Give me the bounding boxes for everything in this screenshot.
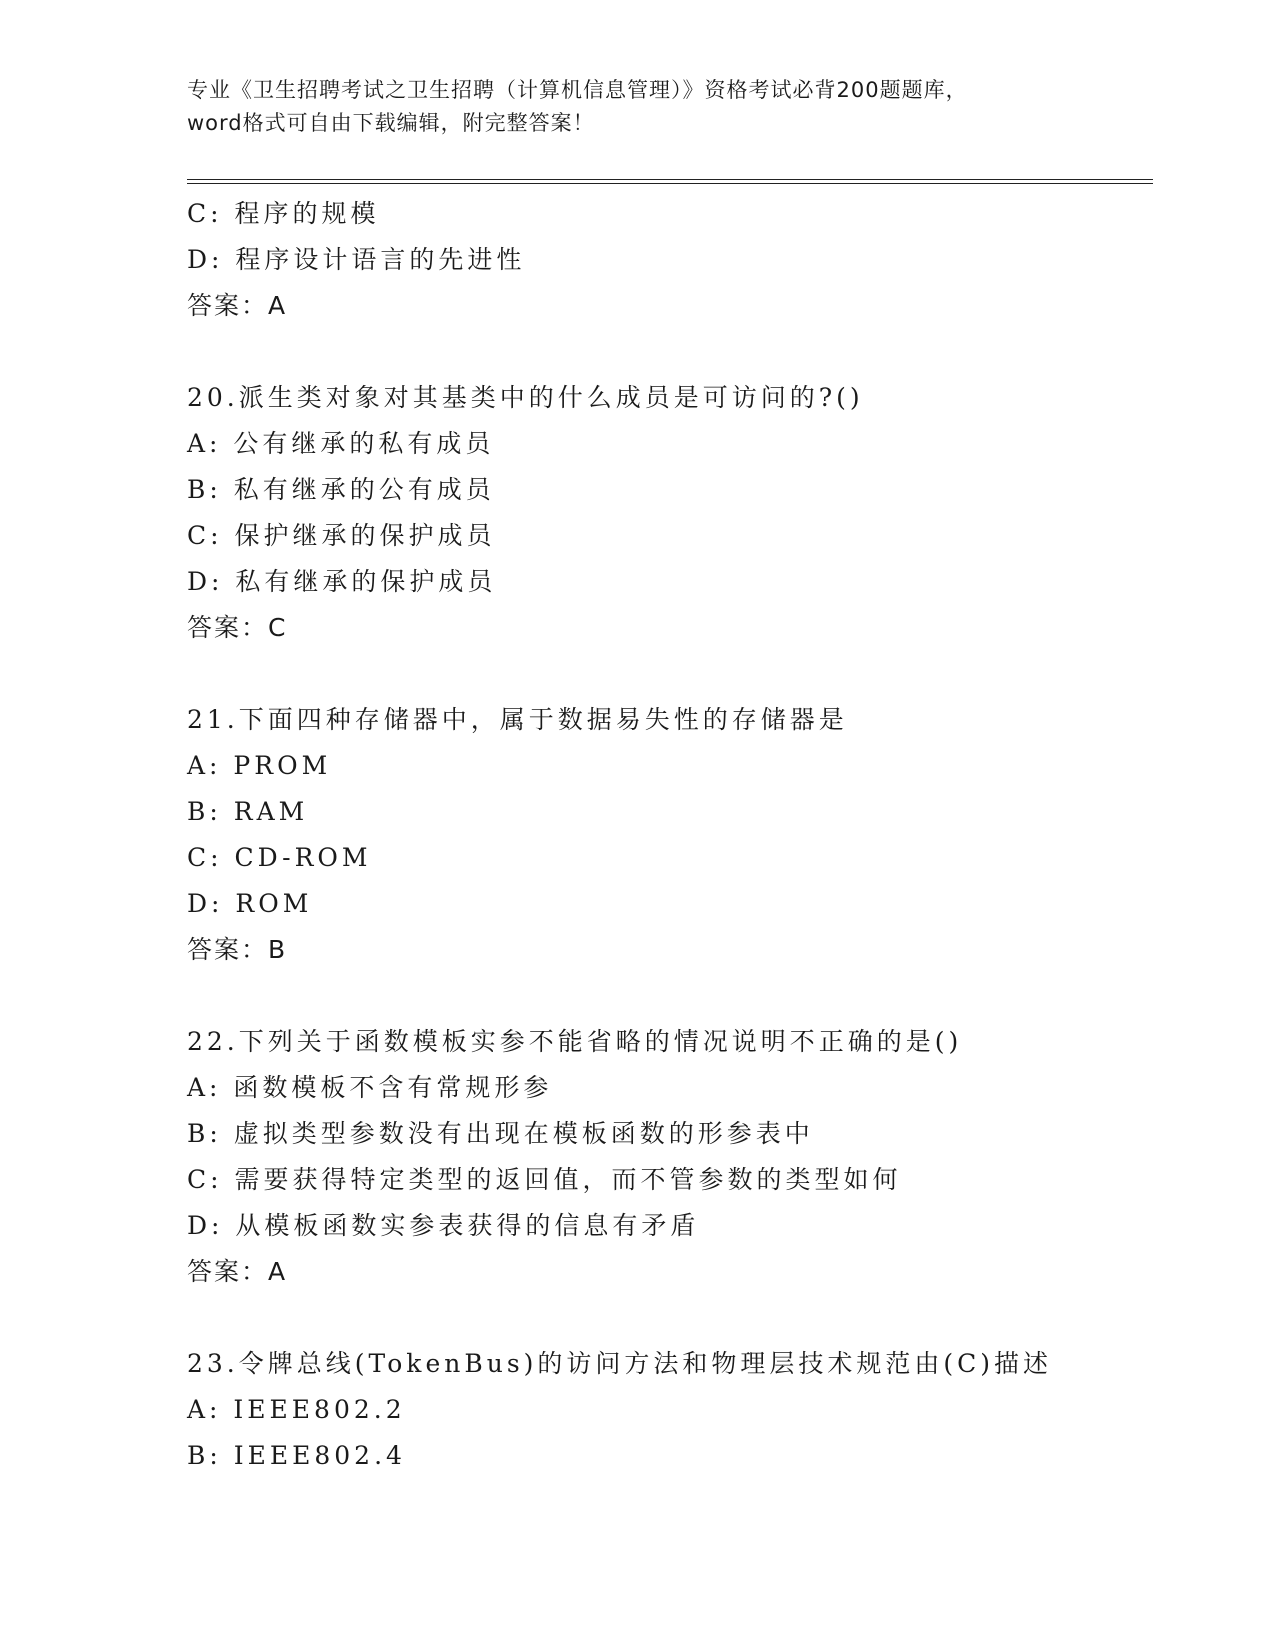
option-b: B: 私有继承的公有成员 — [187, 475, 495, 504]
question-21 — [187, 697, 1147, 973]
option-c: C: 程序的规模 — [187, 199, 380, 228]
answer: 答案：A — [187, 291, 288, 320]
question-stem: 22.下列关于函数模板实参不能省略的情况说明不正确的是() — [187, 1027, 963, 1056]
question-list — [187, 191, 1147, 1479]
question-stem: 23.令牌总线(TokenBus)的访问方法和物理层技术规范由(C)描述 — [187, 1349, 1053, 1378]
spacer — [187, 973, 1147, 1019]
option-c: C: 保护继承的保护成员 — [187, 521, 496, 550]
option-b: B: 虚拟类型参数没有出现在模板函数的形参表中 — [187, 1119, 814, 1148]
option-a: A: 函数模板不含有常规形参 — [187, 1073, 553, 1102]
spacer — [187, 651, 1147, 697]
option-d: D: 私有继承的保护成员 — [187, 567, 497, 596]
question-20 — [187, 375, 1147, 651]
option-a: A: PROM — [187, 751, 332, 780]
option-c: C: CD-ROM — [187, 843, 372, 872]
option-b: B: IEEE802.4 — [187, 1441, 406, 1470]
question-stem: 21.下面四种存储器中，属于数据易失性的存储器是 — [187, 705, 848, 734]
answer: 答案：B — [187, 935, 288, 964]
option-d: D: ROM — [187, 889, 313, 918]
option-a: A: IEEE802.2 — [187, 1395, 406, 1424]
header-line-2: word格式可自由下载编辑，附完整答案！ — [187, 111, 595, 135]
option-d: D: 程序设计语言的先进性 — [187, 245, 526, 274]
question-23 — [187, 1341, 1147, 1479]
spacer — [187, 1295, 1147, 1341]
option-a: A: 公有继承的私有成员 — [187, 429, 495, 458]
question-stem: 20.派生类对象对其基类中的什么成员是可访问的?() — [187, 383, 864, 412]
answer: 答案：A — [187, 1257, 288, 1286]
answer: 答案：C — [187, 613, 288, 642]
question-22 — [187, 1019, 1147, 1295]
question-19-partial — [187, 191, 1147, 329]
option-d: D: 从模板函数实参表获得的信息有矛盾 — [187, 1211, 700, 1240]
option-c: C: 需要获得特定类型的返回值，而不管参数的类型如何 — [187, 1165, 902, 1194]
document-header — [187, 74, 1087, 140]
option-b: B: RAM — [187, 797, 309, 826]
header-line-1: 专业《卫生招聘考试之卫生招聘（计算机信息管理）》资格考试必背200题题库， — [187, 78, 968, 102]
header-divider-top — [187, 179, 1153, 180]
spacer — [187, 329, 1147, 375]
header-divider-bottom — [187, 183, 1153, 184]
